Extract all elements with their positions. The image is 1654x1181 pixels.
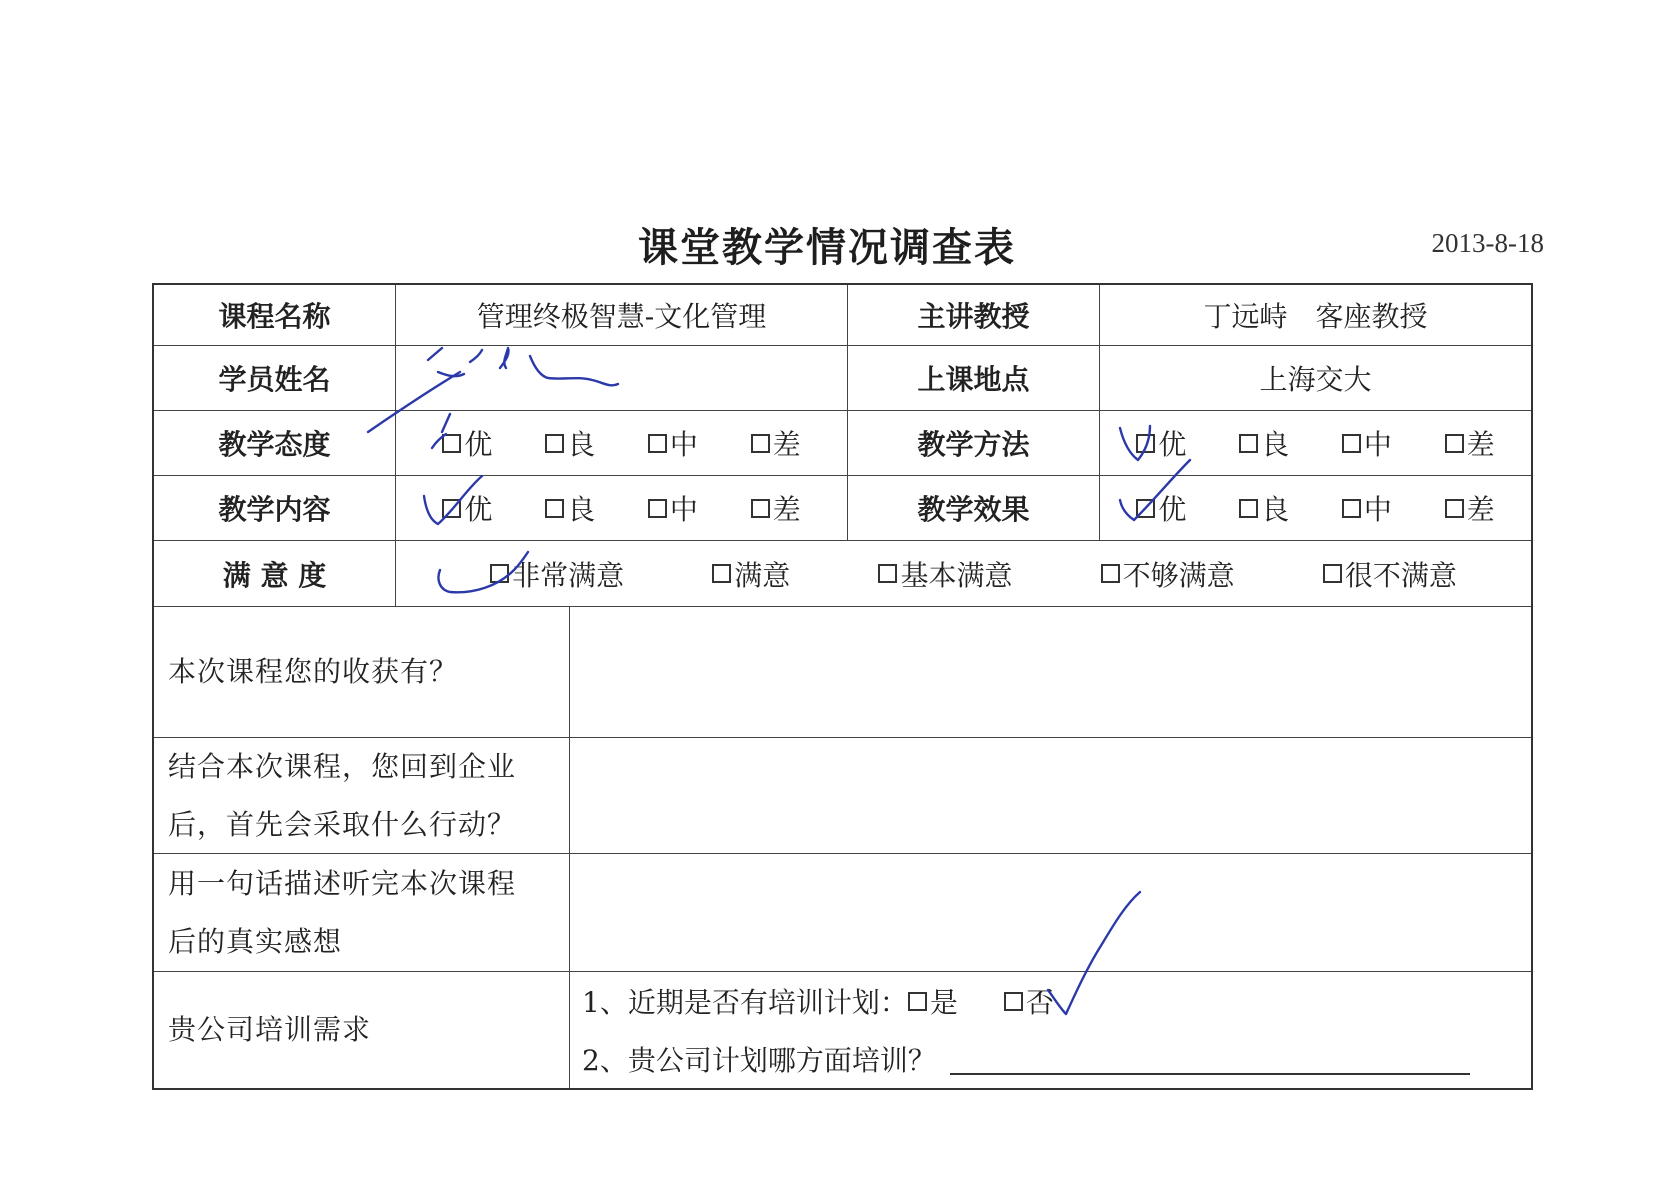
course-name-label: 课程名称 bbox=[218, 300, 331, 333]
checkbox[interactable] bbox=[751, 499, 770, 518]
area-answer-field[interactable] bbox=[950, 1043, 1470, 1075]
satisfaction-option-basically-satisfied[interactable]: 基本满意 bbox=[878, 554, 1012, 594]
content-option-poor[interactable]: 差 bbox=[751, 488, 801, 528]
row-content-effect bbox=[154, 475, 1531, 540]
attitude-option-fair[interactable]: 中 bbox=[648, 423, 698, 463]
checkbox[interactable] bbox=[1342, 499, 1361, 518]
action-question-line2: 后，首先会采取什么行动？ bbox=[168, 807, 517, 841]
course-name-value: 管理终极智慧-文化管理 bbox=[395, 285, 847, 345]
method-option-fair[interactable]: 中 bbox=[1342, 423, 1392, 463]
satisfaction-option-not-enough[interactable]: 不够满意 bbox=[1101, 554, 1235, 594]
checkbox[interactable] bbox=[545, 434, 564, 453]
effect-options bbox=[1099, 476, 1531, 540]
satisfaction-options bbox=[395, 541, 1531, 606]
attitude-option-good[interactable]: 良 bbox=[545, 423, 595, 463]
feeling-question-line2: 后的真实感想 bbox=[168, 924, 343, 958]
plan-question: 1、近期是否有培训计划： bbox=[582, 986, 908, 1019]
action-question-line1: 结合本次课程，您回到企业 bbox=[168, 749, 517, 783]
checkbox[interactable] bbox=[1239, 499, 1258, 518]
method-option-good[interactable]: 良 bbox=[1239, 423, 1289, 463]
row-course bbox=[154, 285, 1531, 345]
feeling-question-line1: 用一句话描述听完本次课程 bbox=[168, 866, 517, 900]
row-satisfaction bbox=[154, 540, 1531, 606]
content-option-excellent[interactable]: 优 bbox=[442, 488, 492, 528]
checkbox[interactable] bbox=[1239, 434, 1258, 453]
effect-option-good[interactable]: 良 bbox=[1239, 488, 1289, 528]
checkbox[interactable] bbox=[1101, 564, 1120, 583]
attitude-option-excellent[interactable]: 优 bbox=[442, 423, 492, 463]
method-label: 教学方法 bbox=[847, 411, 1099, 475]
location-value: 上海交大 bbox=[1099, 346, 1531, 410]
attitude-options bbox=[395, 411, 847, 475]
checkbox[interactable] bbox=[442, 434, 461, 453]
satisfaction-option-satisfied[interactable]: 满意 bbox=[712, 554, 790, 594]
plan-option-no[interactable]: 否 bbox=[1004, 981, 1054, 1021]
row-action bbox=[154, 737, 1531, 853]
action-answer-field[interactable] bbox=[569, 738, 1531, 853]
plan-question-line bbox=[582, 972, 1054, 1030]
checkbox[interactable] bbox=[1445, 499, 1464, 518]
action-question bbox=[154, 738, 569, 853]
student-name-field[interactable] bbox=[395, 346, 847, 410]
effect-option-poor[interactable]: 差 bbox=[1445, 488, 1495, 528]
content-option-fair[interactable]: 中 bbox=[648, 488, 698, 528]
checkbox[interactable] bbox=[908, 992, 927, 1011]
gain-answer-field[interactable] bbox=[569, 607, 1531, 737]
checkbox[interactable] bbox=[1445, 434, 1464, 453]
survey-form bbox=[152, 283, 1533, 1090]
row-feeling bbox=[154, 853, 1531, 971]
form-date: 2013-8-18 bbox=[1431, 228, 1544, 258]
method-option-poor[interactable]: 差 bbox=[1445, 423, 1495, 463]
row-student bbox=[154, 345, 1531, 410]
effect-option-excellent[interactable]: 优 bbox=[1136, 488, 1186, 528]
form-title: 课堂教学情况调查表 bbox=[638, 225, 1016, 271]
checkbox[interactable] bbox=[1323, 564, 1342, 583]
content-label: 教学内容 bbox=[218, 493, 331, 526]
attitude-label: 教学态度 bbox=[218, 428, 331, 461]
feeling-answer-field[interactable] bbox=[569, 854, 1531, 971]
area-question: 2、贵公司计划哪方面培训？ bbox=[582, 1044, 936, 1077]
content-options bbox=[395, 476, 847, 540]
feeling-question bbox=[154, 854, 569, 971]
training-label: 贵公司培训需求 bbox=[168, 1013, 372, 1046]
checkbox[interactable] bbox=[712, 564, 731, 583]
checkbox[interactable] bbox=[648, 434, 667, 453]
method-option-excellent[interactable]: 优 bbox=[1136, 423, 1186, 463]
student-name-label: 学员姓名 bbox=[218, 363, 331, 396]
gain-question: 本次课程您的收获有？ bbox=[168, 655, 459, 688]
checkbox[interactable] bbox=[648, 499, 667, 518]
method-options bbox=[1099, 411, 1531, 475]
checkbox[interactable] bbox=[1136, 434, 1155, 453]
checkbox[interactable] bbox=[878, 564, 897, 583]
satisfaction-option-very-satisfied[interactable]: 非常满意 bbox=[490, 554, 624, 594]
content-option-good[interactable]: 良 bbox=[545, 488, 595, 528]
effect-label: 教学效果 bbox=[847, 476, 1099, 540]
satisfaction-label: 满 意 度 bbox=[222, 558, 327, 592]
checkbox[interactable] bbox=[1136, 499, 1155, 518]
attitude-option-poor[interactable]: 差 bbox=[751, 423, 801, 463]
row-gain bbox=[154, 606, 1531, 737]
plan-option-yes[interactable]: 是 bbox=[908, 981, 958, 1021]
lecturer-value: 丁远峙 客座教授 bbox=[1099, 285, 1531, 345]
checkbox[interactable] bbox=[751, 434, 770, 453]
row-training bbox=[154, 971, 1531, 1088]
checkbox[interactable] bbox=[490, 564, 509, 583]
checkbox[interactable] bbox=[1004, 992, 1023, 1011]
lecturer-label: 主讲教授 bbox=[847, 285, 1099, 345]
satisfaction-option-very-unsatisfied[interactable]: 很不满意 bbox=[1323, 554, 1457, 594]
checkbox[interactable] bbox=[545, 499, 564, 518]
checkbox[interactable] bbox=[442, 499, 461, 518]
training-needs bbox=[569, 972, 1531, 1088]
checkbox[interactable] bbox=[1342, 434, 1361, 453]
effect-option-fair[interactable]: 中 bbox=[1342, 488, 1392, 528]
area-question-line bbox=[582, 1030, 1470, 1088]
location-label: 上课地点 bbox=[847, 346, 1099, 410]
row-attitude-method bbox=[154, 410, 1531, 475]
